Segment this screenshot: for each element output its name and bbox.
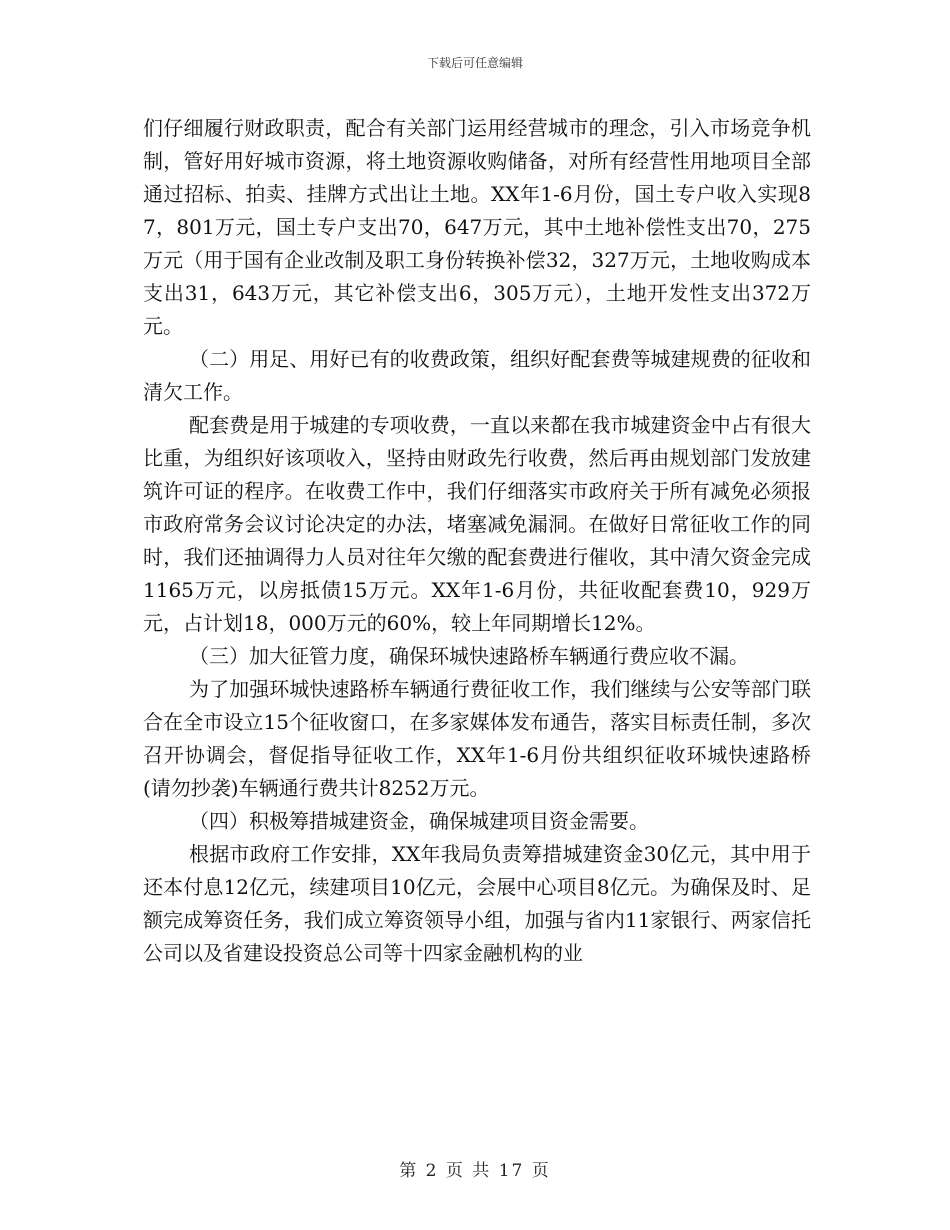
section-heading-4: （四）积极筹措城建资金，确保城建项目资金需要。 xyxy=(189,809,649,833)
page-header-note: 下载后可任意编辑 xyxy=(426,56,523,70)
paragraph-supporting-fees: 配套费是用于城建的专项收费，一直以来都在我市城建资金中占有很大比重，为组织好该项收入，坚持由财政先行收费，然后再由规划部门发放建筑许可证的程序。在收费工作中，我们仔细落实市政府关于所有减免必须报市政府常务会议讨论决定的办法，堵塞减免漏洞。在做好日常征收工作的同时，我们还抽调得力人员对往年欠缴的配套费进行催收，其中清欠资金完成1165万元，以房抵债15万元。XX年1-6月份，共征收配套费10，929万元，占计划18，000万元的60%，较上年同期增长12%。 xyxy=(143,413,811,635)
paragraph-fund-raising: 根据市政府工作安排，XX年我局负责筹措城建资金30亿元，其中用于还本付息12亿元，续建项目10亿元，会展中心项目8亿元。为确保及时、足额完成筹资任务，我们成立筹资领导小组，加强与省内11家银行、两家信托公司以及省建设投资总公司等十四家金融机构的业 xyxy=(143,842,811,965)
paragraph-toll-collection: 为了加强环城快速路桥车辆通行费征收工作，我们继续与公安等部门联合在全市设立15个征收窗口，在多家媒体发布通告，落实目标责任制，多次召开协调会，督促指导征收工作，XX年1-6月份共组织征收环城快速路桥(请勿抄袭)车辆通行费共计8252万元。 xyxy=(143,677,811,800)
section-heading-3: （三）加大征管力度，确保环城快速路桥车辆通行费应收不漏。 xyxy=(189,644,749,668)
paragraph-land-revenue: 们仔细履行财政职责，配合有关部门运用经营城市的理念，引入市场竞争机制，管好用好城市资源，将土地资源收购储备，对所有经营性用地项目全部通过招标、拍卖、挂牌方式出让土地。XX年1-6月份，国土专户收入实现87，801万元，国土专户支出70，647万元，其中土地补偿性支出70，275万元（用于国有企业改制及职工身份转换补偿32，327万元，土地收购成本支出31，643万元，其它补偿支出6，305万元），土地开发性支出372万元。 xyxy=(143,116,811,338)
section-heading-2: （二）用足、用好已有的收费政策，组织好配套费等城建规费的征收和清欠工作。 xyxy=(143,347,811,404)
page-number-footer: 第 2 页 共 17 页 xyxy=(399,1161,551,1181)
document-body xyxy=(143,112,811,970)
